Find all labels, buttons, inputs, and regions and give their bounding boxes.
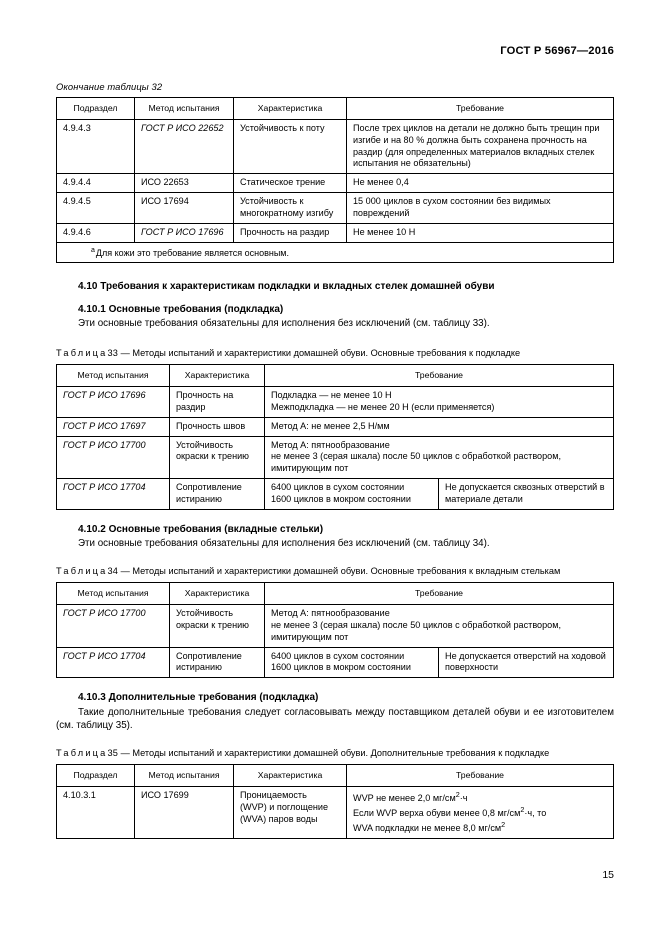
table-33-caption-number: 33 (107, 347, 119, 358)
cell-characteristic: Статическое трение (234, 174, 347, 193)
table-row (57, 417, 614, 436)
table-32-footnote-row (57, 242, 614, 263)
cell-characteristic: Прочность на раздир (170, 387, 265, 418)
table-32-col-requirement: Требование (347, 98, 614, 120)
cell-subsection: 4.9.4.3 (57, 120, 135, 174)
cell-characteristic: Устойчивость к многократному изгибу (234, 193, 347, 224)
table-32-continued-label: Окончание таблицы 32 (56, 81, 163, 92)
requirement-line: 6400 циклов в сухом состоянии (271, 650, 405, 661)
cell-requirement: Метод А: не менее 2,5 Н/мм (265, 417, 614, 436)
characteristic-line: Проницаемость (240, 790, 307, 801)
table-34-caption-word: Таблица (56, 565, 108, 576)
cell-subsection: 4.9.4.4 (57, 174, 135, 193)
table-34-col-requirement: Требование (265, 583, 614, 605)
cell-requirement-secondary: Не допускается сквозных отверстий в материале детали (439, 479, 614, 510)
cell-characteristic: Прочность швов (170, 417, 265, 436)
cell-method: ГОСТ Р ИСО 17700 (57, 605, 170, 647)
table-35-col-subsection: Подраздел (57, 765, 135, 787)
table-33-col-method: Метод испытания (57, 365, 170, 387)
table-35-col-characteristic: Характеристика (234, 765, 347, 787)
cell-characteristic: Сопротивление истиранию (170, 647, 265, 678)
table-row (57, 479, 614, 510)
heading-4-10-3: 4.10.3 Дополнительные требования (подкладка) (78, 692, 319, 704)
table-34-col-method: Метод испытания (57, 583, 170, 605)
cell-method: ИСО 17699 (135, 787, 234, 839)
cell-requirement: Не менее 10 Н (347, 223, 614, 242)
table-34-caption (56, 566, 614, 578)
cell-method: ГОСТ Р ИСО 17704 (57, 647, 170, 678)
cell-requirement (265, 605, 614, 647)
requirement-line: Метод А: пятнообразование (271, 439, 390, 450)
table-row (57, 647, 614, 678)
requirement-line: 6400 циклов в сухом состоянии (271, 482, 405, 493)
table-35-caption-text: — Методы испытаний и характеристики домашней обуви. Дополнительные требования к подкладке (120, 747, 550, 758)
characteristic-line: (WVA) паров воды (240, 813, 318, 824)
requirement-line: WVP не менее 2,0 $мг/см^2\cdot ч$ (353, 790, 468, 804)
table-34-caption-number: 34 (107, 565, 119, 576)
cell-characteristic: Устойчивость окраски к трению (170, 605, 265, 647)
requirement-line: Межподкладка — не менее 20 Н (если применяется) (271, 402, 495, 413)
cell-characteristic: Устойчивость к поту (234, 120, 347, 174)
requirement-line: 1600 циклов в мокром состоянии (271, 662, 411, 673)
cell-method: ГОСТ Р ИСО 17697 (57, 417, 170, 436)
cell-requirement: После трех циклов на детали не должно быть трещин при изгибе и на 80 % должна быть сохранена прочность на раздир (для определенных материалов вкладных стелек испытания не обязательны) (347, 120, 614, 174)
characteristic-line: (WVP) и поглощение (240, 802, 329, 813)
table-33 (56, 364, 614, 510)
cell-characteristic: Устойчивость окраски к трению (170, 436, 265, 478)
requirement-line: не менее 3 (серая шкала) после 50 циклов с обработкой раствором, имитирующим пот (271, 620, 562, 642)
requirement-line: Подкладка — не менее 10 Н (271, 390, 392, 401)
cell-method: ГОСТ Р ИСО 17696 (57, 387, 170, 418)
table-35-caption (56, 748, 614, 760)
table-34-header-row (57, 583, 614, 605)
table-33-col-requirement: Требование (265, 365, 614, 387)
page-number: 15 (602, 869, 614, 881)
table-33-header-row (57, 365, 614, 387)
table-34-caption-text: — Методы испытаний и характеристики домашней обуви. Основные требования к вкладным стелькам (120, 565, 561, 576)
footnote-marker: а (91, 246, 95, 254)
table-row (57, 174, 614, 193)
table-35-header-row (57, 765, 614, 787)
cell-method: ГОСТ Р ИСО 17704 (57, 479, 170, 510)
table-row (57, 436, 614, 478)
requirement-line: Метод А: пятнообразование (271, 608, 390, 619)
cell-characteristic (234, 787, 347, 839)
table-row (57, 605, 614, 647)
paragraph-4-10-2: Эти основные требования обязательны для исполнения без исключений (см. таблицу 34). (78, 538, 490, 550)
table-32-col-method: Метод испытания (135, 98, 234, 120)
requirement-line: WVA подкладки не менее 8,0 $мг/см^2$ (353, 820, 506, 834)
table-33-caption (56, 348, 614, 360)
table-35-col-method: Метод испытания (135, 765, 234, 787)
table-35 (56, 764, 614, 839)
table-32-col-subsection: Подраздел (57, 98, 135, 120)
table-row (57, 120, 614, 174)
cell-requirement-primary (265, 647, 439, 678)
cell-requirement (265, 387, 614, 418)
cell-subsection: 4.9.4.6 (57, 223, 135, 242)
table-33-col-characteristic: Характеристика (170, 365, 265, 387)
superscript-unit: 2 (501, 820, 506, 829)
requirement-line: Если WVP верха обуви менее 0,8 $мг/см^2\cdot ч$, то (353, 805, 547, 819)
paragraph-4-10-1: Эти основные требования обязательны для исполнения без исключений (см. таблицу 33). (78, 318, 490, 330)
cell-requirement: Не менее 0,4 (347, 174, 614, 193)
paragraph-4-10-3: Такие дополнительные требования следует согласовывать между поставщиком деталей обуви и ее изготовителем (см. таблицу 35). (56, 706, 614, 732)
table-32-footnote (57, 242, 614, 263)
heading-4-10-2: 4.10.2 Основные требования (вкладные стельки) (78, 523, 324, 535)
cell-requirement (265, 436, 614, 478)
requirement-line: не менее 3 (серая шкала) после 50 циклов с обработкой раствором, имитирующим пот (271, 451, 562, 474)
table-32-col-characteristic: Характеристика (234, 98, 347, 120)
requirement-line: 1600 циклов в мокром состоянии (271, 493, 411, 504)
table-32-header-row (57, 98, 614, 120)
cell-characteristic: Прочность на раздир (234, 223, 347, 242)
heading-4-10: 4.10 Требования к характеристикам подкладки и вкладных стелек домашней обуви (78, 281, 495, 293)
cell-method: ИСО 17694 (135, 193, 234, 224)
table-row (57, 387, 614, 418)
table-35-caption-number: 35 (107, 747, 119, 758)
cell-subsection: 4.10.3.1 (57, 787, 135, 839)
document-standard-header: ГОСТ Р 56967—2016 (500, 45, 614, 57)
table-35-caption-word: Таблица (56, 747, 108, 758)
table-32 (56, 97, 614, 263)
superscript-unit: 2 (455, 790, 460, 800)
table-34 (56, 582, 614, 678)
table-row (57, 223, 614, 242)
heading-4-10-1: 4.10.1 Основные требования (подкладка) (78, 303, 284, 315)
footnote-text: Для кожи это требование является основным. (95, 247, 289, 258)
cell-method: ГОСТ Р ИСО 22652 (135, 120, 234, 174)
table-33-caption-text: — Методы испытаний и характеристики домашней обуви. Основные требования к подкладке (120, 347, 521, 358)
table-row (57, 787, 614, 839)
cell-method: ГОСТ Р ИСО 17696 (135, 223, 234, 242)
superscript-unit: 2 (520, 805, 525, 815)
table-34-col-characteristic: Характеристика (170, 583, 265, 605)
table-row (57, 193, 614, 224)
cell-requirement (347, 787, 614, 839)
cell-subsection: 4.9.4.5 (57, 193, 135, 224)
cell-method: ИСО 22653 (135, 174, 234, 193)
cell-requirement: 15 000 циклов в сухом состоянии без видимых повреждений (347, 193, 614, 224)
table-35-col-requirement: Требование (347, 765, 614, 787)
cell-method: ГОСТ Р ИСО 17700 (57, 436, 170, 478)
cell-characteristic: Сопротивление истиранию (170, 479, 265, 510)
cell-requirement-primary (265, 479, 439, 510)
table-33-caption-word: Таблица (56, 347, 108, 358)
cell-requirement-secondary: Не допускается отверстий на ходовой поверхности (439, 647, 614, 678)
